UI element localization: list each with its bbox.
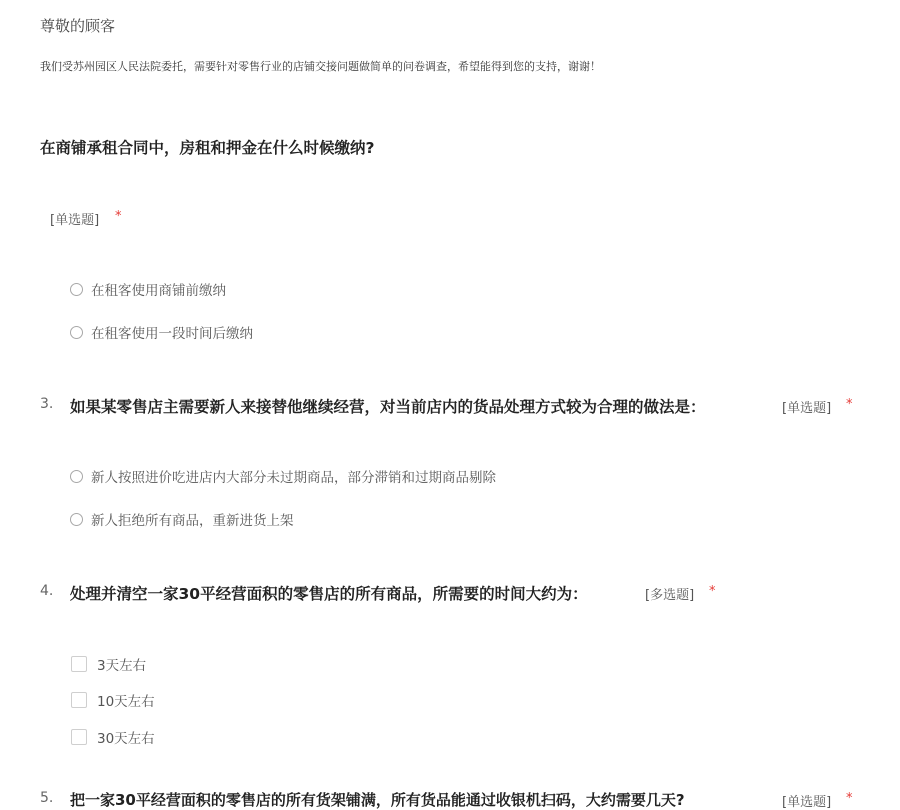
question-type-label: [单选题] (782, 401, 832, 416)
question-number: 4. (40, 583, 54, 599)
radio-button[interactable] (70, 283, 83, 296)
option-label[interactable]: 3天左右 (97, 658, 147, 674)
question-type-label: [单选题] (782, 795, 832, 810)
radio-option[interactable] (70, 322, 253, 342)
radio-option[interactable] (70, 509, 294, 529)
radio-option[interactable] (70, 466, 496, 486)
checkbox[interactable] (71, 692, 87, 708)
checkbox-option[interactable] (71, 654, 146, 674)
question-title: 在商铺承租合同中，房租和押金在什么时候缴纳? (40, 139, 375, 157)
intro-text: 我们受苏州园区人民法院委托，需要针对零售行业的店铺交接问题做简单的问卷调查，希望能得到您的支持，谢谢！ (40, 60, 601, 73)
radio-button[interactable] (70, 326, 83, 339)
checkbox-option[interactable] (71, 727, 155, 747)
required-asterisk: * (846, 791, 853, 806)
required-asterisk: * (709, 584, 716, 599)
question-number: 5. (40, 790, 54, 806)
greeting-text: 尊敬的顾客 (40, 17, 116, 35)
question-number: 3. (40, 396, 54, 412)
radio-button[interactable] (70, 513, 83, 526)
option-label[interactable]: 新人拒绝所有商品，重新进货上架 (91, 513, 294, 529)
checkbox[interactable] (71, 656, 87, 672)
option-label[interactable]: 新人按照进价吃进店内大部分未过期商品，部分滞销和过期商品剔除 (91, 470, 496, 486)
question-title: 把一家30平经营面积的零售店的所有货架铺满，所有货品能通过收银机扫码，大约需要几天? (70, 791, 685, 809)
checkbox-option[interactable] (71, 690, 155, 710)
question-type-label: [多选题] (645, 588, 695, 603)
option-label[interactable]: 10天左右 (97, 694, 155, 710)
question-title: 如果某零售店主需要新人来接替他继续经营，对当前店内的货品处理方式较为合理的做法是： (70, 398, 706, 416)
option-label[interactable]: 在租客使用商铺前缴纳 (91, 283, 226, 299)
option-label[interactable]: 30天左右 (97, 731, 155, 747)
radio-option[interactable] (70, 279, 226, 299)
question-title: 处理并清空一家30平经营面积的零售店的所有商品，所需要的时间大约为： (70, 585, 588, 603)
checkbox[interactable] (71, 729, 87, 745)
radio-button[interactable] (70, 470, 83, 483)
required-asterisk: * (846, 397, 853, 412)
required-asterisk: * (115, 209, 122, 224)
option-label[interactable]: 在租客使用一段时间后缴纳 (91, 326, 253, 342)
question-type-label: [单选题] (50, 213, 100, 228)
